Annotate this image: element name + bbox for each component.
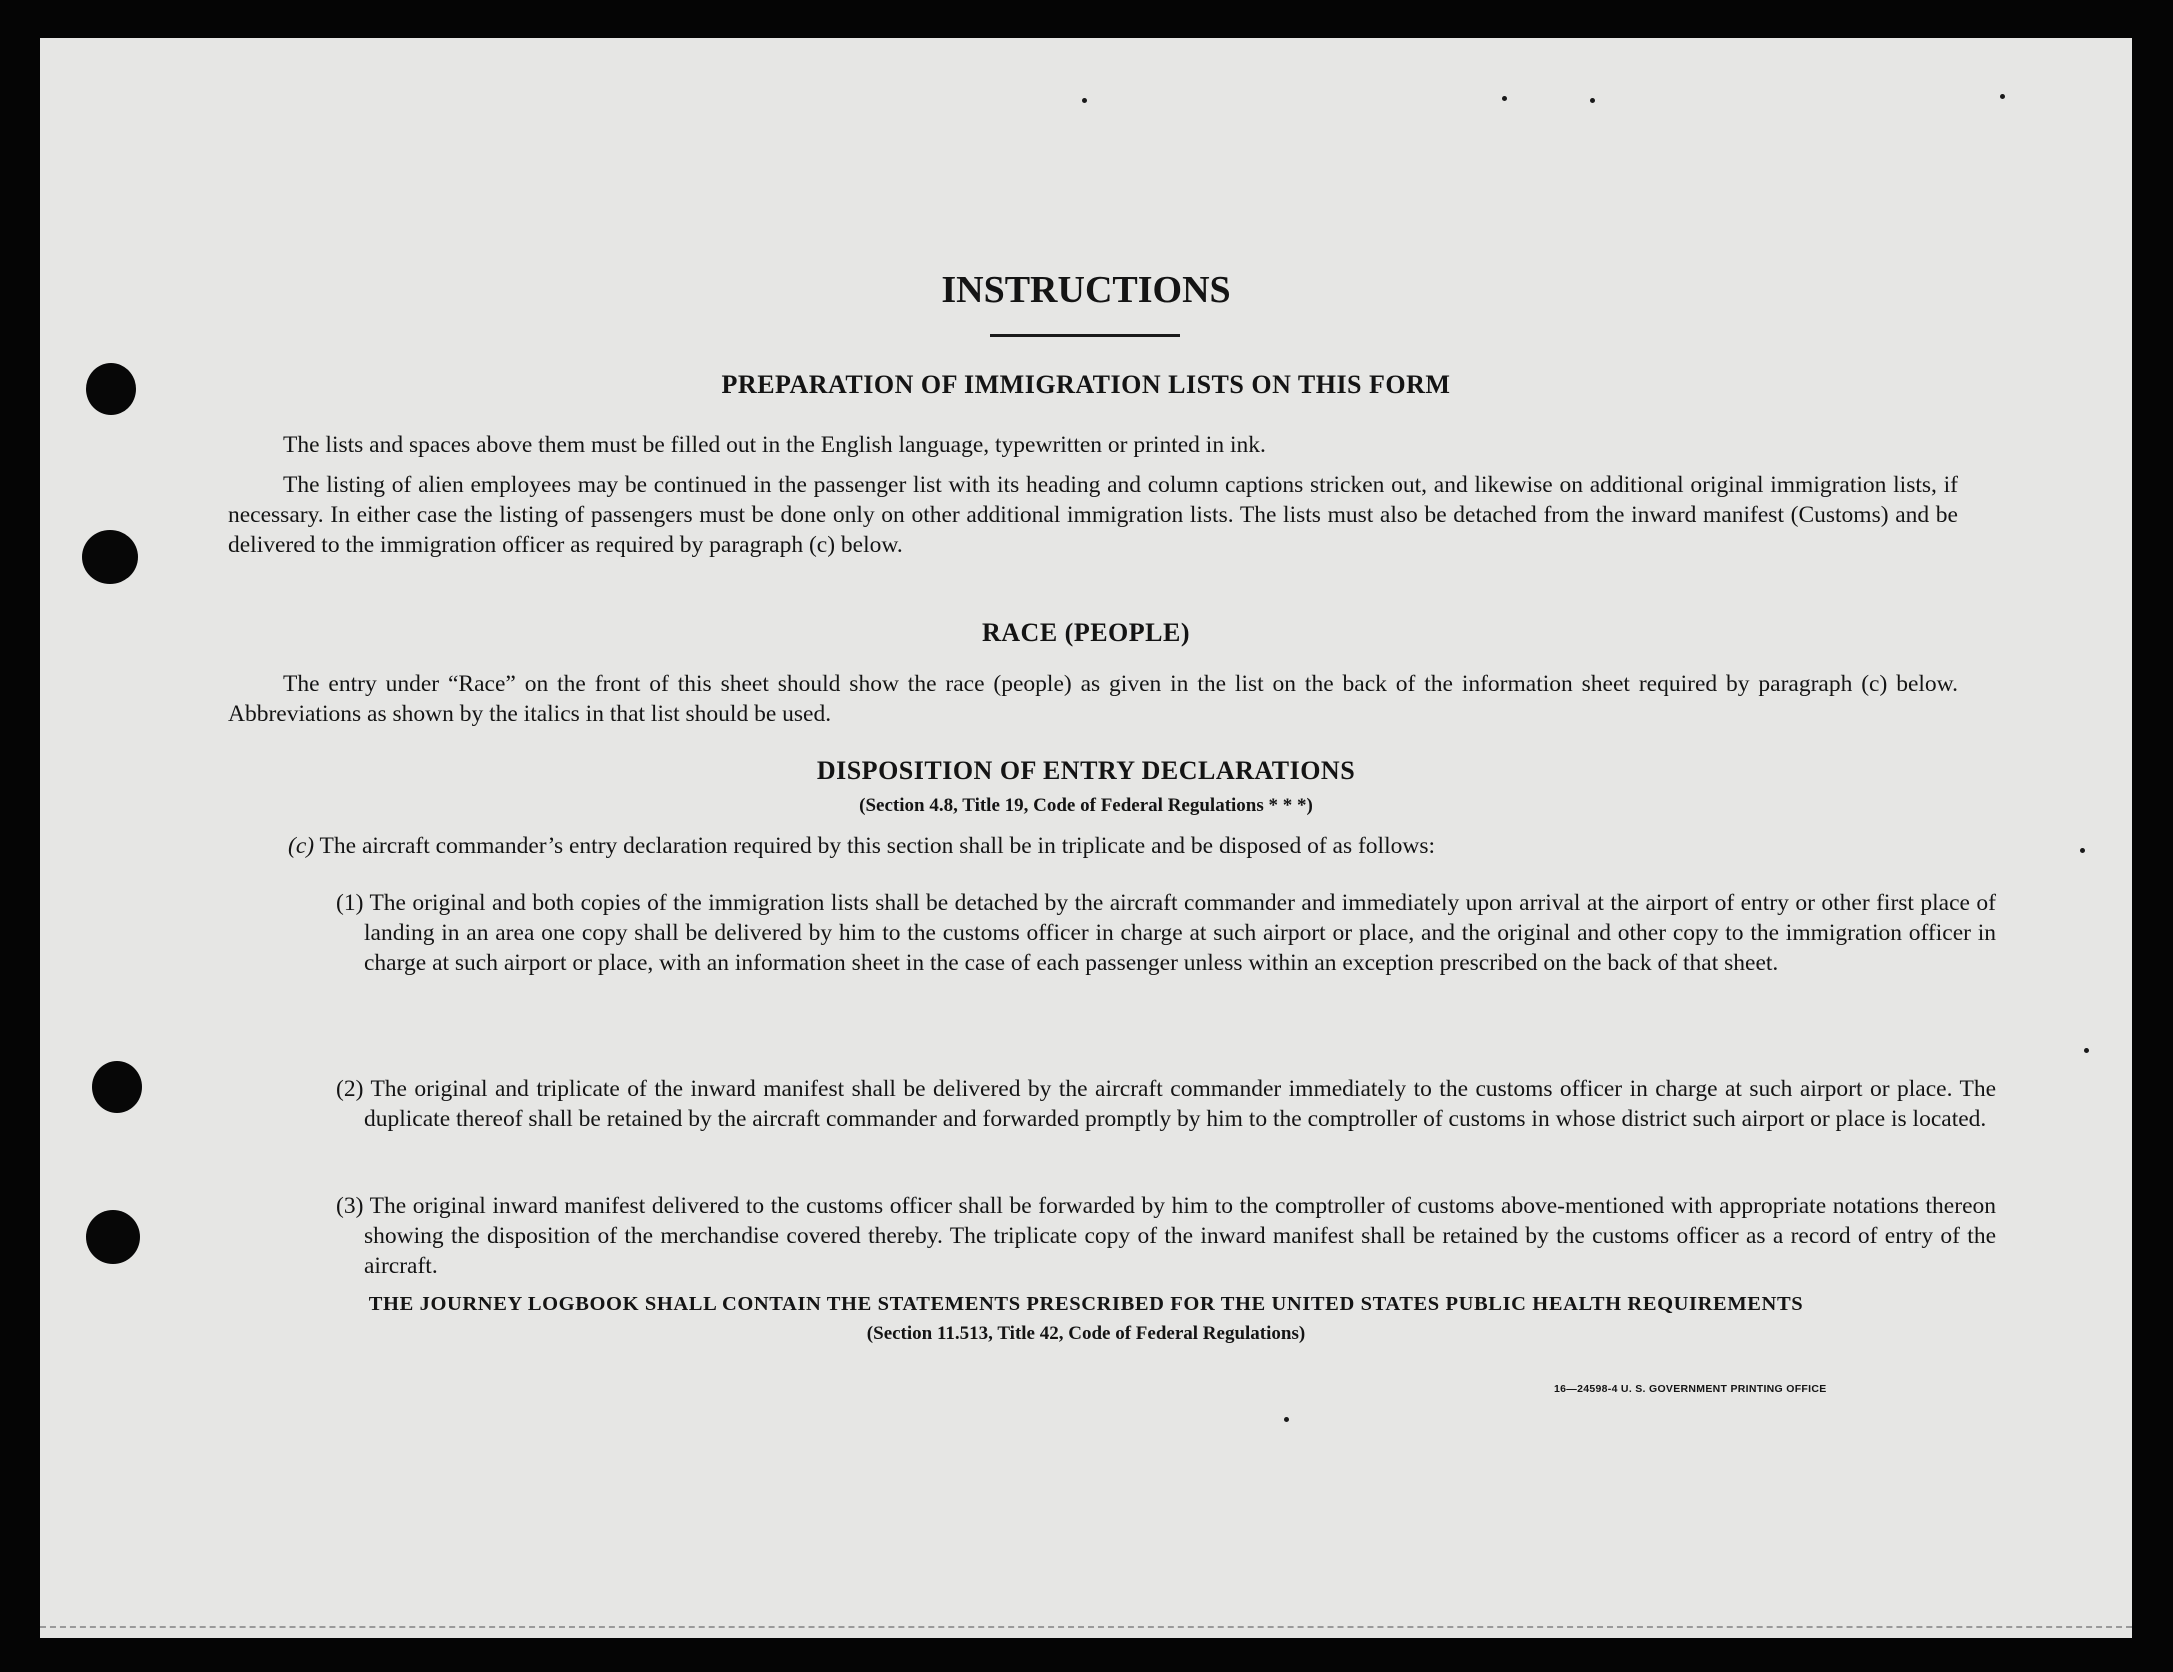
- ink-speck: [2080, 848, 2085, 853]
- punch-hole: [92, 1061, 142, 1113]
- ink-speck: [1502, 96, 1507, 101]
- punch-hole: [82, 530, 138, 584]
- title-underline: [990, 334, 1180, 337]
- race-paragraph: The entry under “Race” on the front of this sheet should show the race (people) as given in the list on the back of the information sheet required by paragraph (c) below. Abbreviations as shown by the italics in that list should be used.: [228, 671, 1958, 727]
- intro-marker: (c): [288, 833, 315, 859]
- disposition-item-2: [336, 1074, 1996, 1134]
- ink-speck: [1284, 1417, 1289, 1422]
- preparation-heading: PREPARATION OF IMMIGRATION LISTS ON THIS FORM: [721, 370, 1451, 399]
- ink-speck: [1590, 98, 1595, 103]
- item-marker: (3): [336, 1193, 364, 1219]
- preparation-paragraph-1: The lists and spaces above them must be filled out in the English language, typewritten or printed in ink.: [283, 432, 1266, 458]
- printing-office-code: 16—24598-4 U. S. GOVERNMENT PRINTING OFFICE: [1554, 1383, 1827, 1395]
- punch-hole: [86, 1210, 140, 1264]
- disposition-intro: [288, 831, 1968, 861]
- ink-speck: [2084, 1048, 2089, 1053]
- page-title: INSTRUCTIONS: [941, 269, 1231, 311]
- disposition-item-3: [336, 1191, 1996, 1281]
- disposition-heading: DISPOSITION OF ENTRY DECLARATIONS: [816, 756, 1356, 785]
- ink-speck: [2000, 94, 2005, 99]
- form-back-page: [40, 38, 2132, 1638]
- item-text: The original and triplicate of the inward manifest shall be delivered by the aircraft commander immediately to the customs officer in charge at such airport or place. The duplicate thereof shall be retained by the aircraft commander and forwarded promptly by him to the comptroller of customs in whose district such airport or place is located.: [364, 1076, 1997, 1132]
- footer-heading: THE JOURNEY LOGBOOK SHALL CONTAIN THE STATEMENTS PRESCRIBED FOR THE UNITED STATES PUBLIC HEALTH REQUIREMENTS: [368, 1293, 1804, 1315]
- preparation-paragraph-2: The listing of alien employees may be continued in the passenger list with its heading and column captions stricken out, and likewise on additional original immigration lists, if necessary. In either case the listing of passengers must be done only on other additional immigration lists. The lists must also be detached from the inward manifest (Customs) and be delivered to the immigration officer as required by paragraph (c) below.: [228, 472, 1958, 558]
- footer-subheading: (Section 11.513, Title 42, Code of Federal Regulations): [866, 1323, 1306, 1344]
- perforated-edge: [40, 1626, 2132, 1628]
- item-text: The original and both copies of the immigration lists shall be detached by the aircraft commander and immediately upon arrival at the airport of entry or other first place of landing in an area one copy shall be delivered by him to the customs officer in charge at such airport or place, and the original and other copy to the immigration officer in charge at such airport or place, with an information sheet in the case of each passenger unless within an exception prescribed on the back of that sheet.: [364, 890, 1996, 976]
- disposition-subheading: (Section 4.8, Title 19, Code of Federal Regulations * * *): [859, 795, 1313, 816]
- ink-speck: [1082, 98, 1087, 103]
- intro-text: The aircraft commander’s entry declaration required by this section shall be in triplicate and be disposed of as follows:: [319, 833, 1436, 859]
- race-heading: RACE (PEOPLE): [982, 618, 1190, 647]
- item-marker: (1): [336, 890, 364, 916]
- disposition-item-1: [336, 888, 1996, 978]
- item-text: The original inward manifest delivered to the customs officer shall be forwarded by him to the comptroller of customs above-mentioned with appropriate notations thereon showing the disposition of the merchandise covered thereby. The triplicate copy of the inward manifest shall be retained by the customs officer as a record of entry of the aircraft.: [364, 1193, 1996, 1279]
- item-marker: (2): [336, 1076, 364, 1102]
